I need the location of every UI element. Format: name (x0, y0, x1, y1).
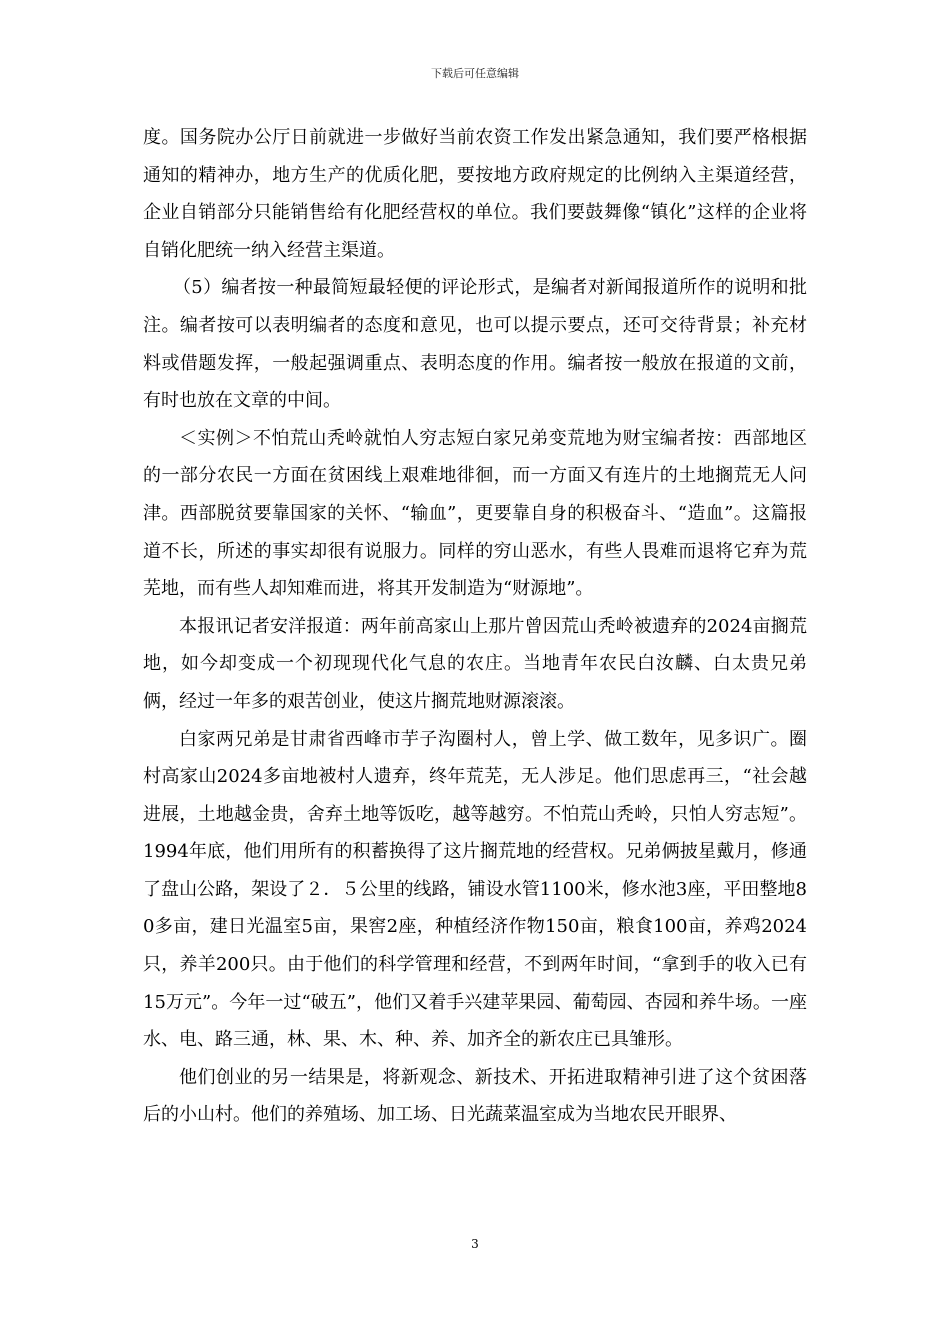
paragraph-result: 他们创业的另一结果是，将新观念、新技术、开拓进取精神引进了这个贫困落后的小山村。他们的养殖场、加工场、日光蔬菜温室成为当地农民开眼界、 (143, 1066, 807, 1126)
paragraph-brothers-story: 白家两兄弟是甘肃省西峰市芋子沟圈村人，曾上学、做工数年，见多识广。圈村高家山2024多亩地被村人遗弃，终年荒芜，无人涉足。他们思虑再三，“社会越进展，土地越金贵，舍弃土地等饭吃，越等越穷。不怕荒山秃岭，只怕人穷志短”。1994年底，他们用所有的积蓄换得了这片搁荒地的经营权。兄弟俩披星戴月，修通了盘山公路，架设了２．５公里的线路，铺设水管1100米，修水池3座，平田整地80多亩，建日光温室5亩，果窖2座，种植经济作物150亩，粮食100亩，养鸡2024只，养羊200只。由于他们的科学管理和经营，不到两年时间，“拿到手的收入已有15万元”。今年一过“破五”，他们又着手兴建苹果园、葡萄园、杏园和养牛场。一座水、电、路三通，林、果、木、种、养、加齐全的新农庄已具雏形。 (143, 728, 807, 1051)
paragraph-continuation: 度。国务院办公厅日前就进一步做好当前农资工作发出紧急通知，我们要严格根据通知的精神办，地方生产的优质化肥，要按地方政府规定的比例纳入主渠道经营，企业自销部分只能销售给有化肥经营权的单位。我们要鼓舞像“镇化”这样的企业将自销化肥统一纳入经营主渠道。 (143, 127, 807, 261)
page-number: 3 (471, 1237, 479, 1251)
page-header: 下载后可任意编辑 (431, 67, 519, 80)
document-body (143, 119, 807, 1134)
paragraph-example: ＜实例＞不怕荒山秃岭就怕人穷志短白家兄弟变荒地为财宝编者按：西部地区的一部分农民一方面在贫困线上艰难地徘徊，而一方面又有连片的土地搁荒无人问津。西部脱贫要靠国家的关怀、“输血”，更要靠自身的积极奋斗、“造血”。这篇报道不长，所述的事实却很有说服力。同样的穷山恶水，有些人畏难而退将它弃为荒芜地，而有些人却知难而进，将其开发制造为“财源地”。 (143, 427, 807, 600)
paragraph-editor-note-definition: （5）编者按一种最简短最轻便的评论形式，是编者对新闻报道所作的说明和批注。编者按可以表明编者的态度和意见，也可以提示要点，还可交待背景；补充材料或借题发挥，一般起强调重点、表明态度的作用。编者按一般放在报道的文前，有时也放在文章的中间。 (143, 277, 807, 412)
paragraph-news-lead: 本报讯记者安洋报道：两年前高家山上那片曾因荒山秃岭被遗弃的2024亩搁荒地，如今却变成一个初现现代化气息的农庄。当地青年农民白汝麟、白太贵兄弟俩，经过一年多的艰苦创业，使这片搁荒地财源滚滚。 (143, 615, 807, 712)
